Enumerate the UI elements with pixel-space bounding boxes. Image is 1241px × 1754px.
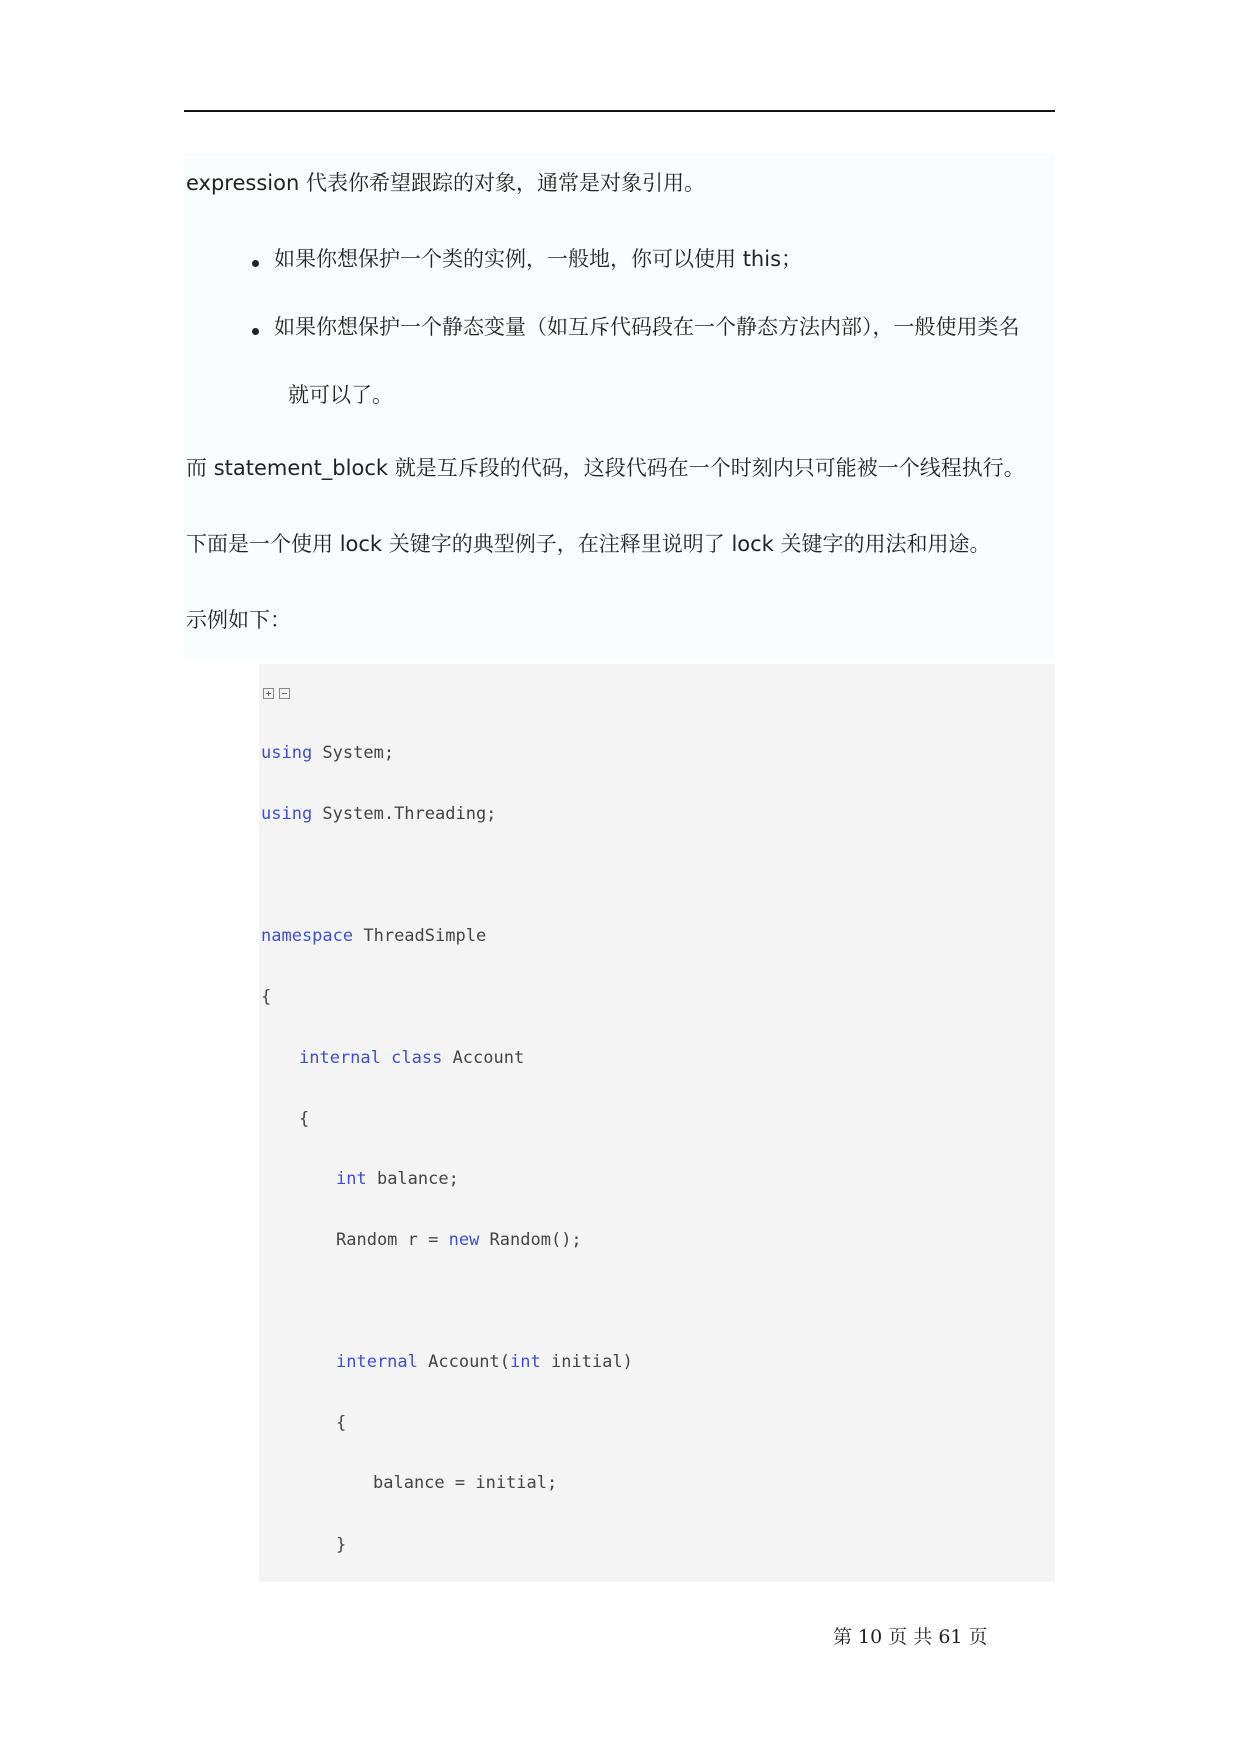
code-line: }: [336, 1535, 347, 1555]
code-keyword: namespace: [261, 926, 354, 946]
paragraph-statement-block: [186, 453, 1025, 483]
bullet-item-static: 如果你想保护一个静态变量（如互斥代码段在一个静态方法内部），一般使用类名: [274, 315, 1020, 339]
collapse-all-icon[interactable]: [279, 688, 290, 699]
code-keyword: internal: [336, 1352, 418, 1372]
code-keyword: internal: [299, 1048, 381, 1068]
code-keyword: int: [510, 1352, 541, 1372]
code-text: balance;: [366, 1169, 459, 1189]
paragraph-text: 下面是一个使用: [186, 532, 340, 556]
paragraph-text: 关键字的用法和用途。: [773, 532, 991, 556]
header-rule: [184, 110, 1055, 112]
term-lock: lock: [339, 532, 383, 556]
code-keyword: int: [336, 1169, 367, 1189]
code-keyword: new: [448, 1230, 480, 1250]
code-line: {: [336, 1413, 347, 1433]
bullet-icon: [252, 328, 259, 335]
code-line: [336, 1351, 633, 1373]
paragraph-text: 而: [186, 456, 214, 480]
term-expression: expression: [186, 171, 300, 195]
code-line: [261, 925, 486, 947]
bullet-icon: [252, 260, 259, 267]
code-text: Random r =: [336, 1230, 449, 1250]
code-line: [336, 1168, 459, 1190]
code-text: Random();: [479, 1230, 582, 1250]
code-keyword: using: [261, 743, 313, 763]
code-line: [299, 1047, 524, 1069]
code-text: Account(: [417, 1352, 511, 1372]
code-text: [381, 1048, 391, 1068]
term-lock: lock: [731, 532, 774, 556]
code-line: {: [299, 1109, 310, 1129]
paragraph-expression: [186, 168, 705, 198]
code-block: [259, 664, 1055, 1582]
term-this: this: [742, 247, 782, 271]
code-line: {: [261, 987, 272, 1007]
term-statement-block: statement_block: [213, 456, 389, 480]
bullet-text: 如果你想保护一个类的实例，一般地，你可以使用: [274, 247, 743, 271]
paragraph-text: 代表你希望跟踪的对象，通常是对象引用。: [299, 171, 705, 195]
bullet-item-instance: [274, 244, 802, 274]
code-line: [261, 742, 394, 764]
page-footer: 第 10 页 共 61 页: [833, 1626, 988, 1648]
code-text: System.Threading;: [312, 804, 497, 824]
bullet-item-static-continued: 就可以了。: [288, 383, 393, 407]
code-keyword: using: [261, 804, 313, 824]
code-line: balance = initial;: [373, 1473, 558, 1493]
code-keyword: class: [391, 1048, 443, 1068]
code-line: [261, 803, 496, 825]
code-text: initial): [540, 1352, 633, 1372]
paragraph-lock-example: [186, 529, 991, 559]
expand-all-icon[interactable]: [263, 688, 274, 699]
bullet-text-end: ；: [781, 247, 803, 271]
paragraph-example-intro: 示例如下：: [186, 608, 291, 632]
code-line: [336, 1229, 582, 1251]
paragraph-text: 关键字的典型例子，在注释里说明了: [382, 532, 732, 556]
code-text: System;: [312, 743, 395, 763]
paragraph-text: 就是互斥段的代码，这段代码在一个时刻内只可能被一个线程执行。: [388, 456, 1025, 480]
code-text: Account: [442, 1048, 525, 1068]
code-text: ThreadSimple: [353, 926, 487, 946]
